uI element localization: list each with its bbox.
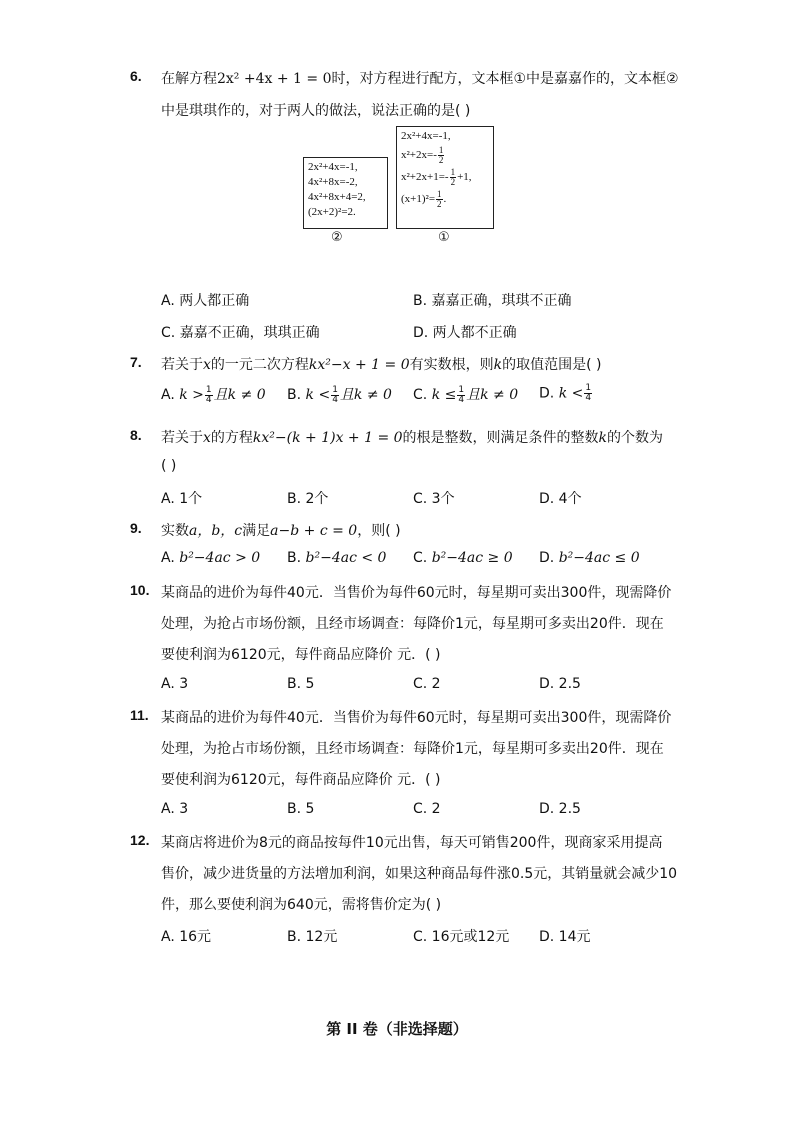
option-b[interactable]: B. 5 xyxy=(287,676,315,692)
question-6-line-2: 中是琪琪作的，对于两人的做法，说法正确的是( ) xyxy=(161,103,471,119)
question-text-line: 件，那么要使利润为640元，需将售价定为( ) xyxy=(161,897,442,913)
section-title: 第 II 卷（非选择题） xyxy=(326,1020,468,1038)
box-line: x²+2x+1=- $\frac{1}{2}$ +1, xyxy=(401,166,472,187)
equation: 2x² +4x + 1 = 0 xyxy=(217,71,332,87)
option-c[interactable]: C. 16元或12元 xyxy=(413,929,510,945)
option-c[interactable]: C. 3个 xyxy=(413,491,455,507)
box-line: 2x²+4x=-1, xyxy=(401,130,451,142)
option-d[interactable]: D. 2.5 xyxy=(539,801,581,817)
option-b[interactable]: B. 5 xyxy=(287,801,315,817)
option-a[interactable]: A. k > $\frac{1}{4}$ 且k ≠ 0 xyxy=(161,384,266,405)
question-text-line: 售价，减少进货量的方法增加利润，如果这种商品每件涨0.5元，其销量就会减少10 xyxy=(161,866,678,882)
option-c[interactable]: C. 嘉嘉不正确，琪琪正确 xyxy=(161,325,320,341)
box-line: 2x²+4x=-1, xyxy=(308,161,358,173)
text-box-1 xyxy=(396,126,494,229)
option-c[interactable]: C. 2 xyxy=(413,676,441,692)
box-label-1: ① xyxy=(438,230,450,245)
option-d[interactable]: D. 4个 xyxy=(539,491,582,507)
option-d[interactable]: D. 两人都不正确 xyxy=(413,325,517,341)
question-number: 6. xyxy=(130,68,142,84)
question-text: 时，对方程进行配方，文本框①中是嘉嘉作的，文本框② xyxy=(331,71,679,87)
option-a[interactable]: A. 1个 xyxy=(161,491,203,507)
question-text-line: 某商品的进价为每件40元．当售价为每件60元时，每星期可卖出300件，现需降价 xyxy=(161,585,672,601)
box-line: 4x²+8x=-2, xyxy=(308,176,358,188)
question-text-line: 某商店将进价为8元的商品按每件10元出售，每天可销售200件，现商家采用提高 xyxy=(161,835,663,851)
box-line: (x+1)²= $\frac{1}{2}$ . xyxy=(401,188,447,209)
option-b[interactable]: B. 2个 xyxy=(287,491,329,507)
option-a[interactable]: A. 3 xyxy=(161,801,189,817)
equation: a−b + c = 0 xyxy=(270,523,358,539)
option-a[interactable]: A. 两人都正确 xyxy=(161,293,250,309)
question-number: 12. xyxy=(130,832,150,848)
box-line: x²+2x=- $\frac{1}{2}$ xyxy=(401,144,444,165)
question-6-line-1 xyxy=(161,68,679,88)
question-7-line-1: 若关于x的一元二次方程kx²−x + 1 = 0有实数根，则k的取值范围是( ) xyxy=(161,357,602,373)
question-number: 8. xyxy=(130,427,142,443)
option-c[interactable]: C. k ≤ $\frac{1}{4}$ 且k ≠ 0 xyxy=(413,384,519,405)
question-number: 9. xyxy=(130,520,142,536)
question-number: 11. xyxy=(130,707,149,723)
option-d[interactable]: D. k < $\frac{1}{4}$ xyxy=(539,383,592,403)
option-d[interactable]: D. b²−4ac ≤ 0 xyxy=(539,550,640,566)
option-b[interactable]: B. 嘉嘉正确，琪琪不正确 xyxy=(413,293,572,309)
question-8-line-1: 若关于x的方程kx²−(k + 1)x + 1 = 0的根是整数，则满足条件的整数k的个数为 xyxy=(161,430,664,446)
box-label-2: ② xyxy=(331,230,343,245)
question-text-line: 处理，为抢占市场份额，且经市场调查：每降价1元，每星期可多卖出20件．现在 xyxy=(161,616,664,632)
option-b[interactable]: B. 12元 xyxy=(287,929,338,945)
option-a[interactable]: A. b²−4ac > 0 xyxy=(161,550,261,566)
question-text-line: 处理，为抢占市场份额，且经市场调查：每降价1元，每星期可多卖出20件．现在 xyxy=(161,741,664,757)
box-line: (2x+2)²=2. xyxy=(308,206,356,218)
question-text-line: 要使利润为6120元，每件商品应降价 元．( ) xyxy=(161,647,441,663)
question-text-line: 某商品的进价为每件40元．当售价为每件60元时，每星期可卖出300件，现需降价 xyxy=(161,710,672,726)
option-a[interactable]: A. 3 xyxy=(161,676,189,692)
option-a[interactable]: A. 16元 xyxy=(161,929,212,945)
option-d[interactable]: D. 14元 xyxy=(539,929,591,945)
option-b[interactable]: B. b²−4ac < 0 xyxy=(287,550,387,566)
question-number: 10. xyxy=(130,582,150,598)
equation: kx²−x + 1 = 0 xyxy=(308,357,410,373)
option-d[interactable]: D. 2.5 xyxy=(539,676,581,692)
question-8-line-2: ( ) xyxy=(161,458,177,474)
option-b[interactable]: B. k < $\frac{1}{4}$ 且k ≠ 0 xyxy=(287,384,392,405)
option-c[interactable]: C. 2 xyxy=(413,801,441,817)
text-box-2 xyxy=(303,157,388,229)
question-number: 7. xyxy=(130,354,142,370)
option-c[interactable]: C. b²−4ac ≥ 0 xyxy=(413,550,513,566)
question-text: 在解方程 xyxy=(161,71,217,87)
box-line: 4x²+8x+4=2, xyxy=(308,191,366,203)
question-text-line: 要使利润为6120元，每件商品应降价 元．( ) xyxy=(161,772,441,788)
question-9-line-1: 实数a，b，c满足a−b + c = 0，则( ) xyxy=(161,523,401,539)
equation: kx²−(k + 1)x + 1 = 0 xyxy=(252,430,403,446)
